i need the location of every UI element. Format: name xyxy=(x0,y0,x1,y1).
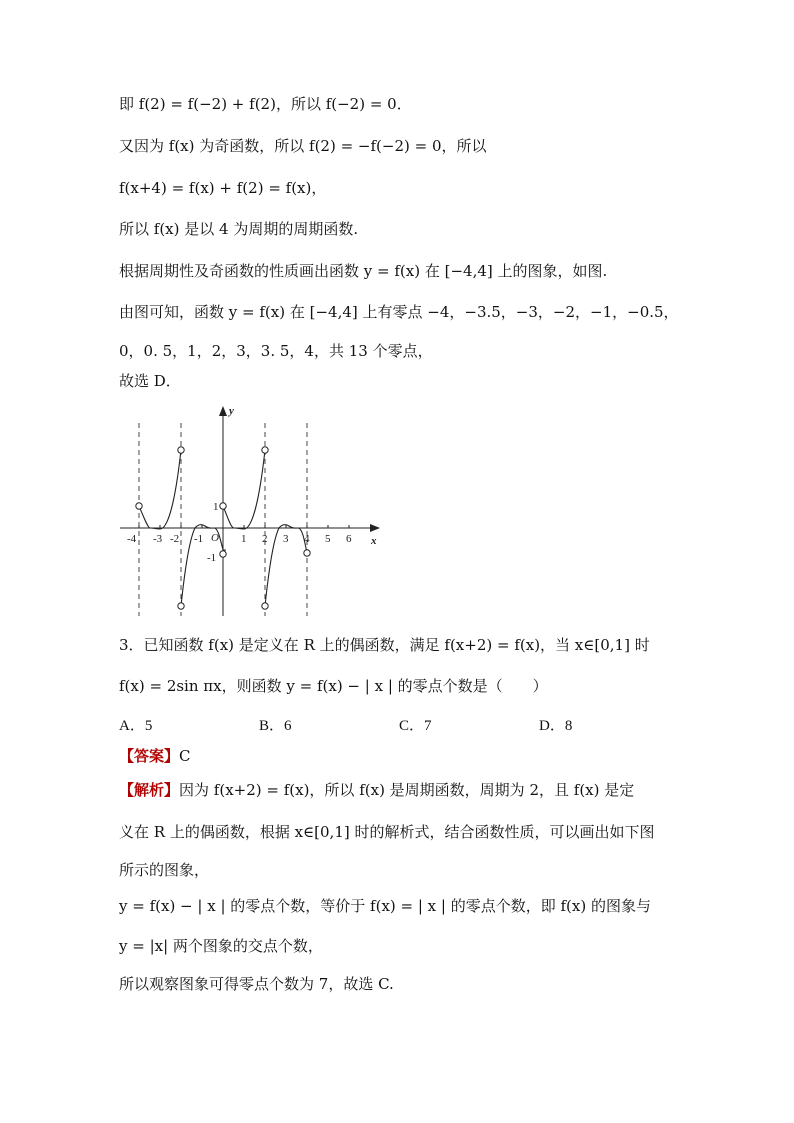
x-axis-label: x xyxy=(371,535,377,547)
x-tick-label: 5 xyxy=(325,533,331,545)
y-tick-label: -1 xyxy=(207,552,217,564)
x-tick-label: -3 xyxy=(153,533,163,545)
option-c: C．7 xyxy=(399,718,432,734)
solution-line-2: 又因为 f(x) 为奇函数，所以 f(2) = −f(−2) = 0，所以 xyxy=(119,137,487,155)
y-axis-label: y xyxy=(229,405,234,417)
x-tick-label: -4 xyxy=(127,533,137,545)
curve-segment-1 xyxy=(139,450,181,529)
option-b: B．6 xyxy=(259,718,292,734)
origin-label: O xyxy=(211,532,219,544)
x-tick-label: 2 xyxy=(262,533,268,545)
solution-line-1: 即 f(2) = f(−2) + f(2)，所以 f(−2) = 0． xyxy=(119,95,412,113)
open-point xyxy=(178,603,184,609)
solution-line-8: 故选 D． xyxy=(119,372,181,390)
solution-line-4: 所以 f(x) 是以 4 为周期的周期函数. xyxy=(119,220,359,238)
analysis-line-5: y = |x| 两个图象的交点个数， xyxy=(119,937,323,955)
answer-value: C xyxy=(179,747,191,765)
open-point xyxy=(262,447,268,453)
x-tick-label: 1 xyxy=(241,533,247,545)
x-tick-label: 4 xyxy=(304,533,310,545)
analysis-line-6: 所以观察图象可得零点个数为 7，故选 C. xyxy=(119,975,394,993)
question-stem-2: f(x) = 2sin πx，则函数 y = f(x) − | x | 的零点个数是（ ） xyxy=(119,677,548,695)
y-axis-arrow-icon xyxy=(219,406,227,416)
y-tick-label: 1 xyxy=(213,501,219,513)
open-point xyxy=(220,551,226,557)
solution-line-7: 0，0. 5，1，2，3，3. 5，4，共 13 个零点， xyxy=(119,342,433,360)
analysis-line-3: 所示的图象， xyxy=(119,861,210,879)
option-d: D．8 xyxy=(539,718,573,734)
x-tick-label: 6 xyxy=(346,533,352,545)
analysis-text-1: 因为 f(x+2) = f(x)，所以 f(x) 是周期函数，周期为 2，且 f(x) 是定 xyxy=(179,781,635,799)
option-a: A．5 xyxy=(119,718,153,734)
question-stem-1: 3．已知函数 f(x) 是定义在 R 上的偶函数，满足 f(x+2) = f(x)，当 x∈[0,1] 时 xyxy=(119,636,650,654)
open-point xyxy=(262,603,268,609)
x-axis-arrow-icon xyxy=(370,524,380,532)
solution-line-3: f(x+4) = f(x) + f(2) = f(x)， xyxy=(119,179,327,197)
answer-line xyxy=(119,746,191,766)
open-point xyxy=(304,550,310,556)
open-point xyxy=(220,503,226,509)
solution-line-5: 根据周期性及奇函数的性质画出函数 y = f(x) 在 [−4,4] 上的图象，如图. xyxy=(119,262,608,280)
answer-tag: 【答案】 xyxy=(119,747,180,765)
open-point xyxy=(178,447,184,453)
open-point xyxy=(136,503,142,509)
x-tick-label: -1 xyxy=(194,533,204,545)
function-graph xyxy=(110,398,390,618)
curve-segment-3 xyxy=(223,450,265,529)
x-tick-label: 3 xyxy=(283,533,289,545)
analysis-line-4: y = f(x) − | x | 的零点个数，等价于 f(x) = | x | 的零点个数，即 f(x) 的图象与 xyxy=(119,897,651,915)
solution-line-6: 由图可知，函数 y = f(x) 在 [−4,4] 上有零点 −4，−3.5，−3，−2，−1，−0.5， xyxy=(119,303,679,321)
analysis-tag: 【解析】 xyxy=(119,781,180,799)
x-tick-label: -2 xyxy=(170,533,180,545)
analysis-line-2: 义在 R 上的偶函数，根据 x∈[0,1] 时的解析式，结合函数性质，可以画出如下图 xyxy=(119,823,655,841)
analysis-line-1 xyxy=(119,780,634,800)
